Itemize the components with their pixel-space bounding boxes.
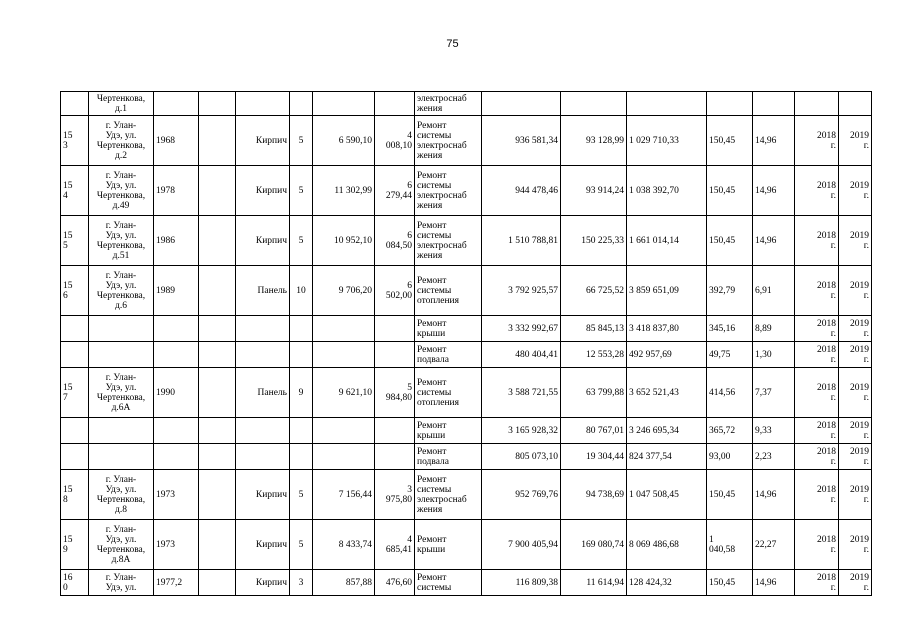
work-type-cell: Ремонт системы электроснаб жения	[415, 470, 482, 520]
start-year-cell: 2018 г.	[795, 418, 839, 444]
work-type-cell: Ремонт системы электроснаб жения	[415, 116, 482, 166]
total-cost-cell: 492 957,69	[627, 342, 707, 368]
year-built-cell: 1973	[154, 470, 199, 520]
unit-cost-cell: 1 040,58	[707, 520, 753, 570]
total-area-cell: 7 156,44	[313, 470, 375, 520]
end-year-cell: 2019 г.	[839, 368, 872, 418]
wall-material-cell	[236, 444, 290, 470]
year-built-cell: 1989	[154, 266, 199, 316]
wall-material-cell: Кирпич	[236, 166, 290, 216]
row-number: 15 7	[61, 368, 89, 418]
empty-cell	[199, 570, 236, 596]
percent-cell: 22,27	[753, 520, 795, 570]
unit-cost-cell: 49,75	[707, 342, 753, 368]
empty-cell	[199, 418, 236, 444]
living-area-cell	[375, 418, 415, 444]
row-number	[61, 316, 89, 342]
work-type-cell: Ремонт подвала	[415, 444, 482, 470]
end-year-cell: 2019 г.	[839, 342, 872, 368]
year-built-cell	[154, 418, 199, 444]
empty-cell	[199, 166, 236, 216]
floors-cell: 10	[290, 266, 313, 316]
total-cost-cell: 1 038 392,70	[627, 166, 707, 216]
living-area-cell	[375, 444, 415, 470]
percent-cell: 8,89	[753, 316, 795, 342]
cost-extra-cell	[561, 92, 627, 116]
cost-cell: 944 478,46	[482, 166, 561, 216]
cost-cell: 116 809,38	[482, 570, 561, 596]
total-cost-cell: 3 246 695,34	[627, 418, 707, 444]
address-cell	[89, 444, 154, 470]
empty-cell	[199, 116, 236, 166]
end-year-cell: 2019 г.	[839, 316, 872, 342]
year-built-cell	[154, 444, 199, 470]
address-cell: г. Улан- Удэ, ул. Чертенкова, д.2	[89, 116, 154, 166]
work-type-cell: Ремонт системы	[415, 570, 482, 596]
cost-extra-cell: 66 725,52	[561, 266, 627, 316]
floors-cell	[290, 342, 313, 368]
floors-cell	[290, 92, 313, 116]
cost-extra-cell: 85 845,13	[561, 316, 627, 342]
floors-cell	[290, 418, 313, 444]
empty-cell	[199, 216, 236, 266]
total-cost-cell: 3 652 521,43	[627, 368, 707, 418]
table-row	[61, 470, 872, 520]
work-type-cell: Ремонт подвала	[415, 342, 482, 368]
cost-cell: 3 588 721,55	[482, 368, 561, 418]
cost-cell: 1 510 788,81	[482, 216, 561, 266]
unit-cost-cell: 150,45	[707, 216, 753, 266]
row-number: 15 6	[61, 266, 89, 316]
total-cost-cell: 3 418 837,80	[627, 316, 707, 342]
address-cell: г. Улан- Удэ, ул. Чертенкова, д.6А	[89, 368, 154, 418]
empty-cell	[199, 368, 236, 418]
table-row	[61, 266, 872, 316]
start-year-cell: 2018 г.	[795, 520, 839, 570]
percent-cell: 2,23	[753, 444, 795, 470]
address-cell	[89, 342, 154, 368]
year-built-cell	[154, 92, 199, 116]
wall-material-cell	[236, 316, 290, 342]
wall-material-cell	[236, 92, 290, 116]
empty-cell	[199, 342, 236, 368]
work-type-cell: Ремонт системы электроснаб жения	[415, 216, 482, 266]
table-row	[61, 444, 872, 470]
total-cost-cell: 8 069 486,68	[627, 520, 707, 570]
address-cell: г. Улан- Удэ, ул.	[89, 570, 154, 596]
total-area-cell	[313, 92, 375, 116]
total-cost-cell: 1 029 710,33	[627, 116, 707, 166]
cost-cell: 952 769,76	[482, 470, 561, 520]
total-area-cell: 11 302,99	[313, 166, 375, 216]
end-year-cell: 2019 г.	[839, 470, 872, 520]
row-number: 15 9	[61, 520, 89, 570]
unit-cost-cell	[707, 92, 753, 116]
cost-cell: 7 900 405,94	[482, 520, 561, 570]
table-row	[61, 116, 872, 166]
percent-cell: 9,33	[753, 418, 795, 444]
total-cost-cell: 824 377,54	[627, 444, 707, 470]
year-built-cell: 1977,2	[154, 570, 199, 596]
living-area-cell: 5 984,80	[375, 368, 415, 418]
cost-cell: 3 792 925,57	[482, 266, 561, 316]
living-area-cell: 6 084,50	[375, 216, 415, 266]
percent-cell: 14,96	[753, 166, 795, 216]
living-area-cell: 6 502,00	[375, 266, 415, 316]
year-built-cell	[154, 342, 199, 368]
wall-material-cell: Кирпич	[236, 116, 290, 166]
wall-material-cell: Панель	[236, 266, 290, 316]
living-area-cell	[375, 92, 415, 116]
empty-cell	[199, 520, 236, 570]
total-area-cell: 6 590,10	[313, 116, 375, 166]
unit-cost-cell: 392,79	[707, 266, 753, 316]
percent-cell	[753, 92, 795, 116]
cost-extra-cell: 12 553,28	[561, 342, 627, 368]
start-year-cell: 2018 г.	[795, 266, 839, 316]
address-cell: г. Улан- Удэ, ул. Чертенкова, д.8	[89, 470, 154, 520]
unit-cost-cell: 150,45	[707, 166, 753, 216]
percent-cell: 1,30	[753, 342, 795, 368]
year-built-cell: 1973	[154, 520, 199, 570]
start-year-cell: 2018 г.	[795, 316, 839, 342]
work-type-cell: электроснаб жения	[415, 92, 482, 116]
row-number	[61, 342, 89, 368]
floors-cell: 5	[290, 216, 313, 266]
table-row	[61, 166, 872, 216]
start-year-cell: 2018 г.	[795, 368, 839, 418]
living-area-cell	[375, 316, 415, 342]
percent-cell: 6,91	[753, 266, 795, 316]
total-area-cell: 8 433,74	[313, 520, 375, 570]
work-type-cell: Ремонт крыши	[415, 418, 482, 444]
wall-material-cell	[236, 342, 290, 368]
floors-cell	[290, 316, 313, 342]
table-row	[61, 520, 872, 570]
year-built-cell: 1990	[154, 368, 199, 418]
floors-cell	[290, 444, 313, 470]
work-type-cell: Ремонт системы электроснаб жения	[415, 166, 482, 216]
cost-extra-cell: 93 914,24	[561, 166, 627, 216]
living-area-cell: 4 008,10	[375, 116, 415, 166]
row-number: 15 4	[61, 166, 89, 216]
cost-extra-cell: 11 614,94	[561, 570, 627, 596]
total-area-cell: 857,88	[313, 570, 375, 596]
cost-cell: 3 165 928,32	[482, 418, 561, 444]
address-cell: г. Улан- Удэ, ул. Чертенкова, д.49	[89, 166, 154, 216]
cost-cell: 3 332 992,67	[482, 316, 561, 342]
row-number	[61, 418, 89, 444]
row-number: 15 5	[61, 216, 89, 266]
cost-cell: 480 404,41	[482, 342, 561, 368]
end-year-cell: 2019 г.	[839, 570, 872, 596]
row-number: 15 8	[61, 470, 89, 520]
cost-extra-cell: 169 080,74	[561, 520, 627, 570]
cost-cell	[482, 92, 561, 116]
year-built-cell: 1978	[154, 166, 199, 216]
table-row	[61, 342, 872, 368]
total-area-cell	[313, 342, 375, 368]
address-cell	[89, 418, 154, 444]
end-year-cell	[839, 92, 872, 116]
empty-cell	[199, 92, 236, 116]
start-year-cell: 2018 г.	[795, 444, 839, 470]
living-area-cell: 6 279,44	[375, 166, 415, 216]
unit-cost-cell: 150,45	[707, 470, 753, 520]
end-year-cell: 2019 г.	[839, 116, 872, 166]
row-number	[61, 92, 89, 116]
wall-material-cell: Кирпич	[236, 470, 290, 520]
empty-cell	[199, 316, 236, 342]
row-number: 16 0	[61, 570, 89, 596]
wall-material-cell: Панель	[236, 368, 290, 418]
housing-repair-table	[60, 91, 872, 596]
total-area-cell: 9 706,20	[313, 266, 375, 316]
wall-material-cell: Кирпич	[236, 520, 290, 570]
total-cost-cell: 128 424,32	[627, 570, 707, 596]
empty-cell	[199, 470, 236, 520]
living-area-cell: 3 975,80	[375, 470, 415, 520]
living-area-cell: 4 685,41	[375, 520, 415, 570]
empty-cell	[199, 444, 236, 470]
year-built-cell: 1986	[154, 216, 199, 266]
address-cell	[89, 316, 154, 342]
cost-extra-cell: 63 799,88	[561, 368, 627, 418]
cost-cell: 805 073,10	[482, 444, 561, 470]
unit-cost-cell: 365,72	[707, 418, 753, 444]
table-row	[61, 418, 872, 444]
wall-material-cell: Кирпич	[236, 216, 290, 266]
start-year-cell: 2018 г.	[795, 570, 839, 596]
living-area-cell	[375, 342, 415, 368]
floors-cell: 5	[290, 520, 313, 570]
table-row	[61, 570, 872, 596]
work-type-cell: Ремонт системы отопления	[415, 368, 482, 418]
total-cost-cell: 1 661 014,14	[627, 216, 707, 266]
total-cost-cell: 3 859 651,09	[627, 266, 707, 316]
wall-material-cell: Кирпич	[236, 570, 290, 596]
percent-cell: 14,96	[753, 470, 795, 520]
year-built-cell	[154, 316, 199, 342]
cost-extra-cell: 19 304,44	[561, 444, 627, 470]
end-year-cell: 2019 г.	[839, 444, 872, 470]
table-row	[61, 92, 872, 116]
floors-cell: 5	[290, 116, 313, 166]
unit-cost-cell: 414,56	[707, 368, 753, 418]
end-year-cell: 2019 г.	[839, 216, 872, 266]
cost-extra-cell: 80 767,01	[561, 418, 627, 444]
total-cost-cell: 1 047 508,45	[627, 470, 707, 520]
end-year-cell: 2019 г.	[839, 520, 872, 570]
unit-cost-cell: 345,16	[707, 316, 753, 342]
work-type-cell: Ремонт системы отопления	[415, 266, 482, 316]
unit-cost-cell: 150,45	[707, 570, 753, 596]
start-year-cell	[795, 92, 839, 116]
start-year-cell: 2018 г.	[795, 342, 839, 368]
living-area-cell: 476,60	[375, 570, 415, 596]
cost-extra-cell: 93 128,99	[561, 116, 627, 166]
start-year-cell: 2018 г.	[795, 166, 839, 216]
empty-cell	[199, 266, 236, 316]
row-number: 15 3	[61, 116, 89, 166]
address-cell: г. Улан- Удэ, ул. Чертенкова, д.6	[89, 266, 154, 316]
total-area-cell: 10 952,10	[313, 216, 375, 266]
total-area-cell	[313, 418, 375, 444]
total-area-cell	[313, 444, 375, 470]
row-number	[61, 444, 89, 470]
cost-cell: 936 581,34	[482, 116, 561, 166]
floors-cell: 3	[290, 570, 313, 596]
unit-cost-cell: 150,45	[707, 116, 753, 166]
start-year-cell: 2018 г.	[795, 470, 839, 520]
address-cell: г. Улан- Удэ, ул. Чертенкова, д.8А	[89, 520, 154, 570]
start-year-cell: 2018 г.	[795, 216, 839, 266]
total-cost-cell	[627, 92, 707, 116]
work-type-cell: Ремонт крыши	[415, 520, 482, 570]
table-row	[61, 368, 872, 418]
end-year-cell: 2019 г.	[839, 166, 872, 216]
page-number: 75	[446, 38, 459, 50]
percent-cell: 14,96	[753, 216, 795, 266]
total-area-cell	[313, 316, 375, 342]
wall-material-cell	[236, 418, 290, 444]
start-year-cell: 2018 г.	[795, 116, 839, 166]
percent-cell: 7,37	[753, 368, 795, 418]
percent-cell: 14,96	[753, 570, 795, 596]
cost-extra-cell: 150 225,33	[561, 216, 627, 266]
address-cell: Чертенкова, д.1	[89, 92, 154, 116]
table-row	[61, 316, 872, 342]
year-built-cell: 1968	[154, 116, 199, 166]
end-year-cell: 2019 г.	[839, 266, 872, 316]
work-type-cell: Ремонт крыши	[415, 316, 482, 342]
unit-cost-cell: 93,00	[707, 444, 753, 470]
cost-extra-cell: 94 738,69	[561, 470, 627, 520]
floors-cell: 5	[290, 470, 313, 520]
table-row	[61, 216, 872, 266]
total-area-cell: 9 621,10	[313, 368, 375, 418]
percent-cell: 14,96	[753, 116, 795, 166]
end-year-cell: 2019 г.	[839, 418, 872, 444]
floors-cell: 5	[290, 166, 313, 216]
address-cell: г. Улан- Удэ, ул. Чертенкова, д.51	[89, 216, 154, 266]
floors-cell: 9	[290, 368, 313, 418]
